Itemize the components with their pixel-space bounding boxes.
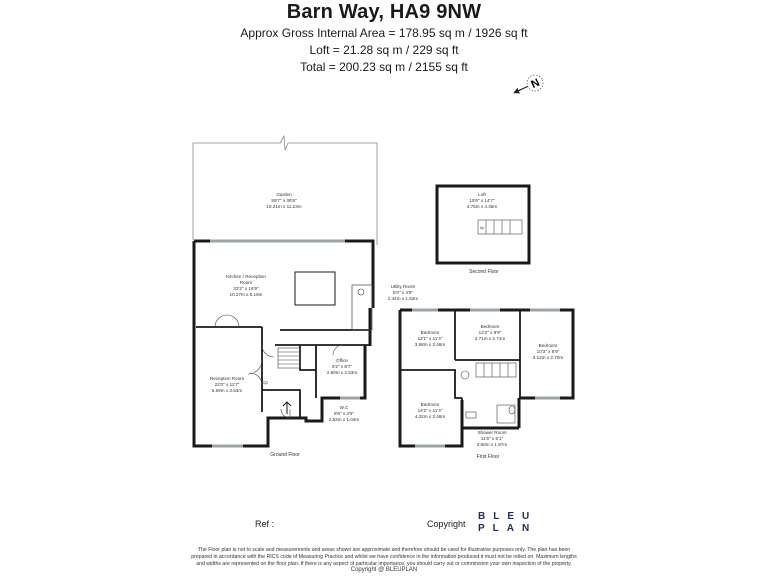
bed2-name: Bedroom	[480, 324, 500, 329]
first-floor-plan	[400, 310, 573, 460]
wc-dims-imperial: 8'6" x 3'5"	[333, 411, 355, 416]
disclaimer-text: The Floor plan is not to scale and measurements and areas shown are approximate and therefore should be used for illustrative purposes only. The plan has been prepared in accordance with the RICS code of Measuring Practice and whilst we have confidence in the information produced it must not be relied on. Maximum lengths and widths are represented on the floor plan. If there is any aspect of particular importance, you should carry out or commission your own inspection of the property.	[191, 547, 577, 567]
loft-dims-imperial: 15'6" x 14'7"	[469, 198, 495, 203]
logo-line-1: BLEU	[478, 511, 538, 522]
ref-label: Ref :	[255, 519, 275, 529]
loft-stairs	[478, 220, 522, 234]
loft-plan	[437, 186, 529, 275]
reception-dims-imperial: 22'0" x 11'7"	[214, 382, 240, 387]
gross-area-line: Approx Gross Internal Area = 178.95 sq m / 1926 sq ft	[240, 26, 528, 40]
kitchen-name: Kitchen / Reception	[226, 274, 266, 279]
first-floor-stairs	[476, 363, 516, 377]
north-arrow-icon	[510, 72, 546, 100]
bed2-dims-metric: 3.71m x 2.71m	[474, 336, 506, 341]
second-floor-label: Second Floor	[469, 269, 499, 275]
garden-dims-metric: 18.21m x 11.23m	[266, 204, 302, 209]
reception-dims-metric: 6.69m x 3.53m	[211, 388, 243, 393]
bed1-dims-metric: 3.68m x 3.46m	[414, 342, 446, 347]
garden-outline	[193, 136, 377, 245]
first-floor-label: First Floor	[476, 454, 500, 460]
loft-name: Loft	[478, 192, 486, 197]
bed3-dims-imperial: 10'3" x 8'9"	[536, 349, 560, 354]
bed1-name: Bedroom	[420, 330, 440, 335]
bed4-name: Bedroom	[420, 402, 440, 407]
kitchen-name-2: Room	[239, 280, 253, 285]
garden-dims-imperial: 59'7" x 36'8"	[271, 198, 297, 203]
bed2-dims-imperial: 12'2" x 8'9"	[478, 330, 502, 335]
wc-dims-metric: 2.53m x 1.04m	[328, 417, 360, 422]
office-dims-metric: 2.80m x 2.53m	[326, 370, 358, 375]
property-title: Barn Way, HA9 9NW	[286, 1, 482, 23]
copyright-label: Copyright	[427, 519, 466, 529]
cupboard-label: Cp	[262, 380, 268, 385]
shower-name: Shower Room	[477, 430, 507, 435]
utility-dims-metric: 2.44m x 1.53m	[387, 296, 419, 301]
kitchen-dims-imperial: 33'2" x 16'9"	[233, 286, 259, 291]
loft-area-line: Loft = 21.28 sq m / 229 sq ft	[309, 43, 459, 57]
copyright-line: Copyright @ BLEUPLAN	[350, 567, 418, 573]
total-area-line: Total = 200.23 sq m / 2155 sq ft	[300, 60, 468, 74]
shower-dims-imperial: 11'9" x 6'1"	[480, 436, 504, 441]
ground-floor-label: Ground Floor	[270, 452, 300, 458]
logo-line-2: PLAN	[478, 523, 538, 534]
office-name: Office	[336, 358, 348, 363]
ground-stairs	[278, 348, 300, 368]
utility-dims-imperial: 8'0" x 4'9"	[392, 290, 414, 295]
landing-door-swing	[461, 371, 469, 379]
bed1-dims-imperial: 12'1" x 11'4"	[417, 336, 443, 341]
garden-name: Garden	[276, 192, 292, 197]
office-dims-imperial: 9'2" x 8'7"	[331, 364, 353, 369]
utility-name: Utility Room	[390, 284, 416, 289]
bleuplan-logo	[478, 511, 538, 535]
reception-name: Reception Room	[209, 376, 245, 381]
shower-fittings	[466, 405, 515, 423]
bed3-dims-metric: 3.12m x 2.70m	[532, 355, 564, 360]
ground-floor-plan	[193, 136, 418, 458]
loft-dims-metric: 4.75m x 4.45m	[466, 204, 498, 209]
kitchen-dims-metric: 10.27m x 5.18m	[229, 292, 263, 297]
wc-name: W.C	[339, 405, 349, 410]
bed4-dims-metric: 4.32m x 3.46m	[414, 414, 446, 419]
shower-dims-metric: 3.60m x 1.87m	[476, 442, 508, 447]
sink-icon	[358, 289, 364, 295]
compass-letter: N	[529, 76, 542, 92]
kitchen-island	[295, 272, 335, 305]
bed3-name: Bedroom	[538, 343, 558, 348]
loft-up-label: Up	[479, 226, 485, 230]
bed4-dims-imperial: 14'2" x 11'4"	[417, 408, 443, 413]
